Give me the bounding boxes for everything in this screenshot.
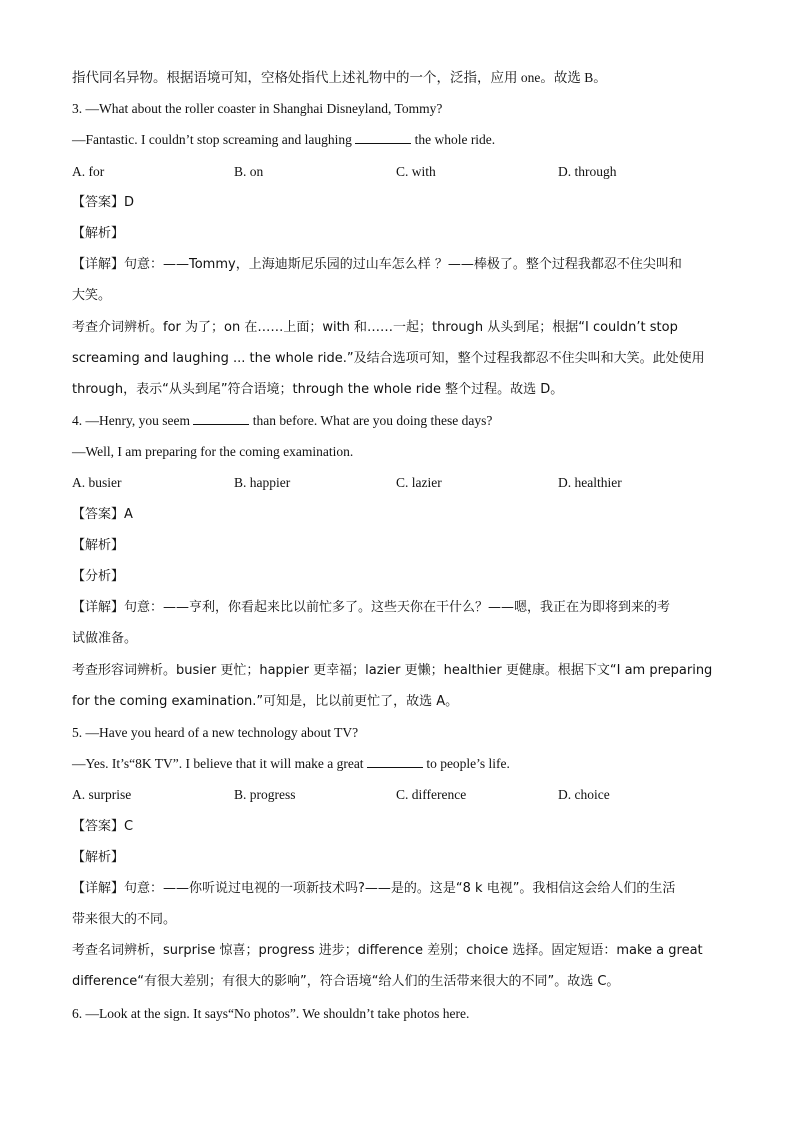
question-5-line-1: 5. —Have you heard of a new technology about TV? <box>72 724 359 740</box>
question-text: —Yes. It’s“8K TV”. I believe that it will make a great <box>72 756 367 772</box>
question-text: the whole ride. <box>411 132 496 148</box>
option-d: D. through <box>558 163 617 179</box>
question-4-line-1 <box>72 405 726 436</box>
analysis-label: 【解析】 <box>72 537 125 553</box>
explanation-line: 试做准备。 <box>72 631 138 647</box>
explanation-line: 【详解】句意：——你听说过电视的一项新技术吗?——是的。这是“8 k 电视”。我相信这会给人们的生活 <box>72 880 676 896</box>
answer-label: 【答案】C <box>72 818 134 834</box>
question-text: 4. —Henry, you seem <box>72 413 194 429</box>
question-5-line-2 <box>72 748 726 779</box>
text-line: 指代同名异物。根据语境可知，空格处指代上述礼物中的一个，泛指，应用 one。故选 B。 <box>72 70 607 85</box>
answer-blank <box>355 142 411 144</box>
document-page <box>72 62 726 1029</box>
option-b: B. on <box>234 163 264 179</box>
explanation-line: 考查介词辨析。for 为了；on 在……上面；with 和……一起；through 从头到尾；根据“I couldn’t stop <box>72 319 678 335</box>
option-c: C. with <box>396 163 436 179</box>
explanation-line: 考查名词辨析，surprise 惊喜；progress 进步；difference 差别；choice 选择。固定短语：make a great <box>72 943 703 959</box>
question-4-options <box>72 467 726 498</box>
answer-blank <box>193 423 249 425</box>
option-b: B. progress <box>234 787 296 803</box>
option-d: D. healthier <box>558 475 622 491</box>
question-4-line-2: —Well, I am preparing for the coming examination. <box>72 444 354 460</box>
question-3-line-2 <box>72 124 726 155</box>
explanation-line: 带来很大的不同。 <box>72 912 177 928</box>
explanation-line: 大笑。 <box>72 288 112 304</box>
question-text: than before. What are you doing these days? <box>249 413 493 429</box>
explanation-line: difference“有很大差别；有很大的影响”，符合语境“给人们的生活带来很大的不同”。故选 C。 <box>72 974 620 990</box>
explanation-line: for the coming examination.”可知是，比以前更忙了，故选 A。 <box>72 693 459 709</box>
question-3-options <box>72 156 726 187</box>
explanation-line: 【详解】句意：——Tommy，上海迪斯尼乐园的过山车怎么样 ？——棒极了。整个过程我都忍不住尖叫和 <box>72 257 682 273</box>
breakdown-label: 【分析】 <box>72 569 125 584</box>
analysis-label: 【解析】 <box>72 849 125 865</box>
question-6-line-1: 6. —Look at the sign. It says“No photos”. We shouldn’t take photos here. <box>72 1005 470 1021</box>
question-text: —Fantastic. I couldn’t stop screaming and laughing <box>72 132 356 148</box>
analysis-label: 【解析】 <box>72 225 125 241</box>
explanation-line: screaming and laughing ... the whole ride.”及结合选项可知，整个过程我都忍不住尖叫和大笑。此处使用 <box>72 350 705 366</box>
option-c: C. difference <box>396 787 467 803</box>
option-a: A. for <box>72 163 105 179</box>
answer-label: 【答案】A <box>72 506 133 522</box>
explanation-line: 【详解】句意：——亨利，你看起来比以前忙多了。这些天你在干什么？——嗯，我正在为即将到来的考 <box>72 600 671 616</box>
option-a: A. surprise <box>72 787 132 803</box>
option-b: B. happier <box>234 475 291 491</box>
question-5-options <box>72 779 726 810</box>
answer-blank <box>367 766 423 768</box>
answer-label: 【答案】D <box>72 194 135 210</box>
question-3-line-1: 3. —What about the roller coaster in Shanghai Disneyland, Tommy? <box>72 101 443 117</box>
option-a: A. busier <box>72 475 122 491</box>
option-d: D. choice <box>558 787 610 803</box>
explanation-line: through，表示“从头到尾”符合语境；through the whole ride 整个过程。故选 D。 <box>72 381 564 397</box>
explanation-line: 考查形容词辨析。busier 更忙；happier 更幸福；lazier 更懒；healthier 更健康。根据下文“I am preparing <box>72 662 713 678</box>
option-c: C. lazier <box>396 475 442 491</box>
question-text: to people’s life. <box>422 756 510 772</box>
